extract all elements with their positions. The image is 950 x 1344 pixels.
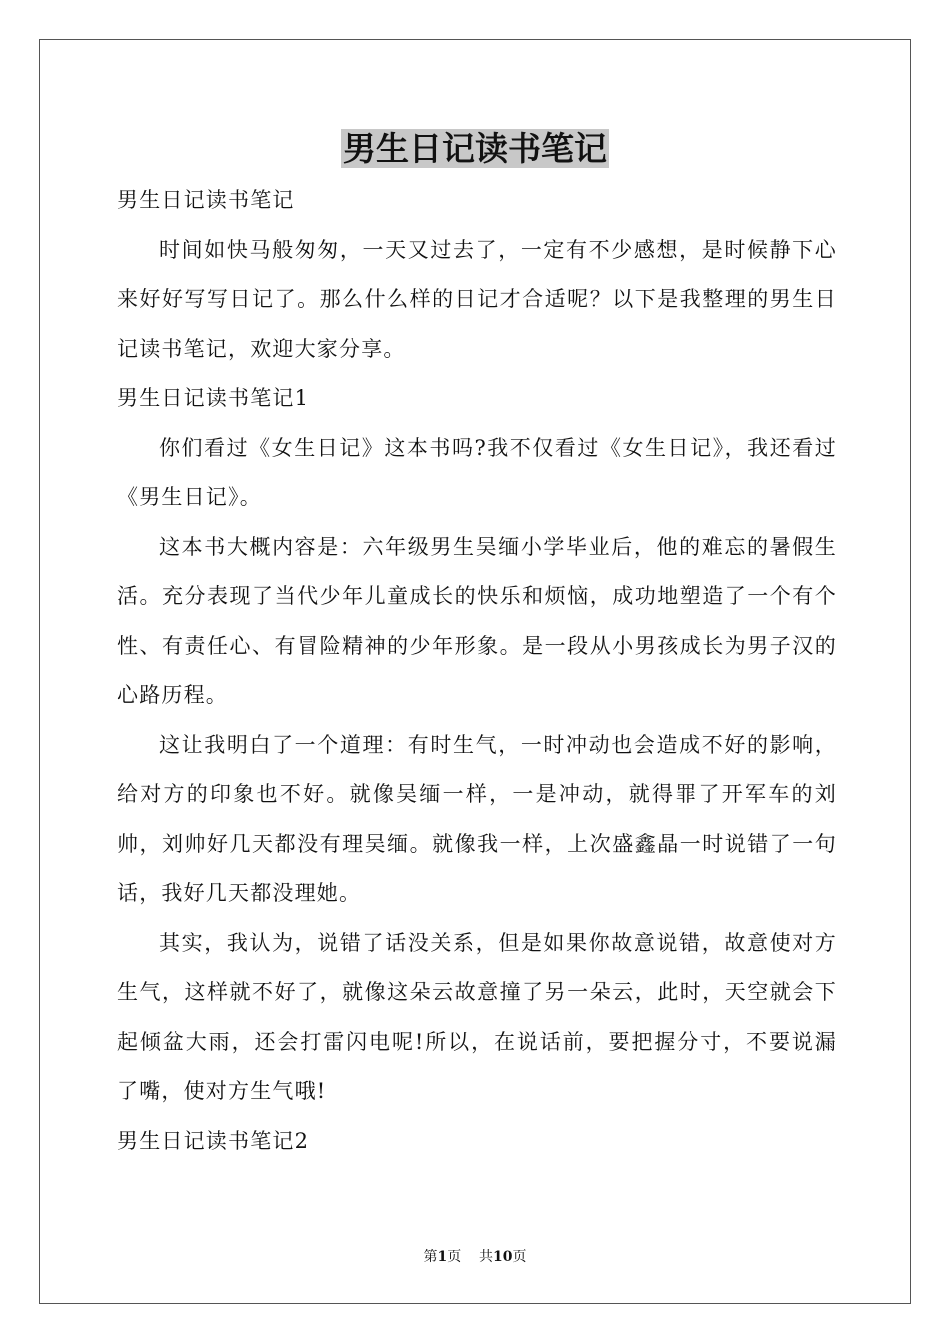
total-prefix: 共 xyxy=(479,1249,494,1265)
document-body xyxy=(117,176,837,1166)
page-current: 1 xyxy=(437,1249,448,1265)
body-paragraph: 时间如快马般匆匆，一天又过去了，一定有不少感想，是时候静下心来好好写写日记了。那么什么样的日记才合适呢？以下是我整理的男生日记读书笔记，欢迎大家分享。 xyxy=(117,237,837,361)
page-suffix: 页 xyxy=(447,1249,462,1265)
body-paragraph: 这让我明白了一个道理：有时生气，一时冲动也会造成不好的影响，给对方的印象也不好。就像吴缅一样，一是冲动，就得罪了开军车的刘帅，刘帅好几天都没有理吴缅。就像我一样，上次盛鑫晶一时说错了一句话，我好几天都没理她。 xyxy=(117,732,837,905)
body-paragraph: 你们看过《女生日记》这本书吗?我不仅看过《女生日记》，我还看过《男生日记》。 xyxy=(117,435,837,509)
document-title-text: 男生日记读书笔记 xyxy=(343,129,607,168)
body-paragraph: 男生日记读书笔记 xyxy=(117,188,295,212)
body-paragraph: 男生日记读书笔记1 xyxy=(117,386,310,410)
document-title xyxy=(0,127,950,171)
page-footer xyxy=(0,1248,950,1266)
body-paragraph: 这本书大概内容是：六年级男生吴缅小学毕业后，他的难忘的暑假生活。充分表现了当代少年儿童成长的快乐和烦恼，成功地塑造了一个有个性、有责任心、有冒险精神的少年形象。是一段从小男孩成长为男子汉的心路历程。 xyxy=(117,534,837,707)
total-suffix: 页 xyxy=(512,1249,527,1265)
page-total: 10 xyxy=(493,1249,513,1265)
body-paragraph: 其实，我认为，说错了话没关系，但是如果你故意说错，故意使对方生气，这样就不好了，就像这朵云故意撞了另一朵云，此时，天空就会下起倾盆大雨，还会打雷闪电呢!所以，在说话前，要把握分寸，不要说漏了嘴，使对方生气哦! xyxy=(117,930,837,1103)
body-paragraph: 男生日记读书笔记2 xyxy=(117,1128,310,1153)
page-prefix: 第 xyxy=(423,1249,438,1265)
